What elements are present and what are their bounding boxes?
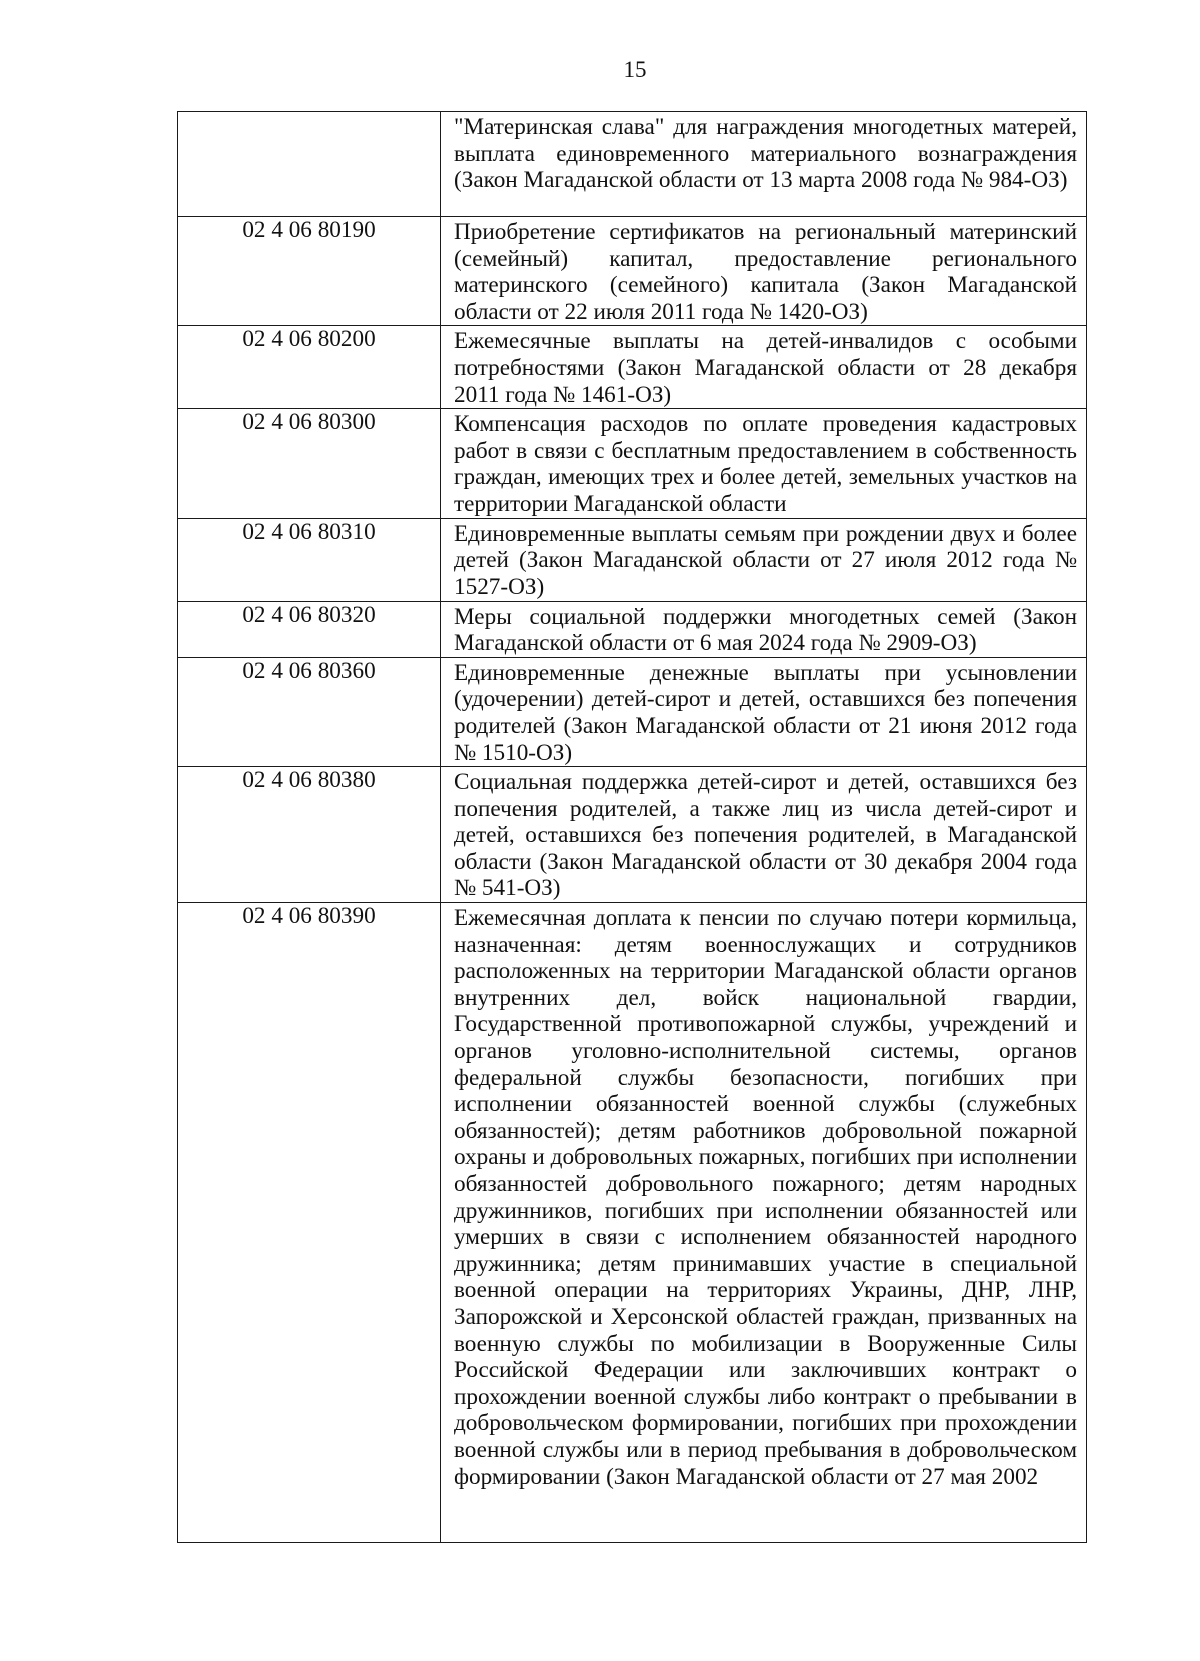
code-cell: 02 4 06 80190 [178,217,441,326]
description-text: Единовременные выплаты семьям при рождении двух и более детей (Закон Магаданской области от 27 июля 2012 года № 1527-ОЗ) [454,520,1077,600]
description-cell [441,409,1087,518]
code-cell: 02 4 06 80380 [178,767,441,903]
description-text: "Материнская слава" для награждения многодетных матерей, выплата единовременного материального вознаграждения (Закон Магаданской области от 13 марта 2008 года № 984-ОЗ) [454,114,1077,194]
description-text: Компенсация расходов по оплате проведения кадастровых работ в связи с бесплатным предоставлением в собственность граждан, имеющих трех и более детей, земельных участков на территории Магаданской области [454,411,1077,517]
code-cell: 02 4 06 80300 [178,409,441,518]
code-cell [178,112,441,217]
description-cell [441,767,1087,903]
description-cell [441,601,1087,657]
code-cell: 02 4 06 80360 [178,657,441,766]
table-row [178,601,1087,657]
description-text: Социальная поддержка детей-сирот и детей, оставшихся без попечения родителей, а также лиц из числа детей-сирот и детей, оставшихся без попечения родителей, в Магаданской области (Закон Магаданской области от 30 декабря 2004 года № 541-ОЗ) [454,769,1077,902]
description-cell [441,903,1087,1543]
description-cell [441,112,1087,217]
code-cell: 02 4 06 80200 [178,326,441,409]
table-row [178,767,1087,903]
page-number: 15 [623,57,647,82]
code-cell: 02 4 06 80310 [178,518,441,601]
description-text: Приобретение сертификатов на региональный материнский (семейный) капитал, предоставление регионального материнского (семейного) капитала (Закон Магаданской области от 22 июля 2011 года № 1420-ОЗ) [454,219,1077,325]
description-text: Ежемесячные выплаты на детей-инвалидов с особыми потребностями (Закон Магаданской области от 28 декабря 2011 года № 1461-ОЗ) [454,328,1077,408]
table-row [178,409,1087,518]
budget-classification-table [177,111,1087,1543]
table-row [178,657,1087,766]
description-text: Ежемесячная доплата к пенсии по случаю потери кормильца, назначенная: детям военнослужащих и сотрудников расположенных на территории Магаданской области органов внутренних дел, войск национальной гвардии, Государственной противопожарной службы, учреждений и органов уголовно-исполнительной системы, органов федеральной службы безопасности, погибших при исполнении обязанностей военной службы (служебных обязанностей); детям работников добровольной пожарной охраны и добровольных пожарных, погибших при исполнении обязанностей добровольного пожарного; детям народных дружинников, погибших при исполнении обязанностей или умерших в связи с исполнением обязанностей народного дружинника; детям принимавших участие в специальной военной операции на территориях Украины, ДНР, ЛНР, Запорожской и Херсонской областей граждан, призванных на военную службы по мобилизации в Вооруженные Силы Российской Федерации или заключивших контракт о прохождении военной службы либо контракт о пребывании в добровольческом формировании, погибших при прохождении военной службы или в период пребывания в добровольческом формировании (Закон Магаданской области от 27 мая 2002 [454,905,1077,1490]
code-cell: 02 4 06 80390 [178,903,441,1543]
description-cell [441,217,1087,326]
code-cell: 02 4 06 80320 [178,601,441,657]
description-cell [441,518,1087,601]
description-text: Единовременные денежные выплаты при усыновлении (удочерении) детей-сирот и детей, оставшихся без попечения родителей (Закон Магаданской области от 21 июня 2012 года № 1510-ОЗ) [454,659,1077,766]
description-cell [441,657,1087,766]
description-cell [441,326,1087,409]
table-row [178,112,1087,217]
table-row [178,326,1087,409]
table-row [178,217,1087,326]
table-row [178,518,1087,601]
description-text: Меры социальной поддержки многодетных семей (Закон Магаданской области от 6 мая 2024 года № 2909-ОЗ) [454,603,1077,657]
table-row [178,903,1087,1543]
